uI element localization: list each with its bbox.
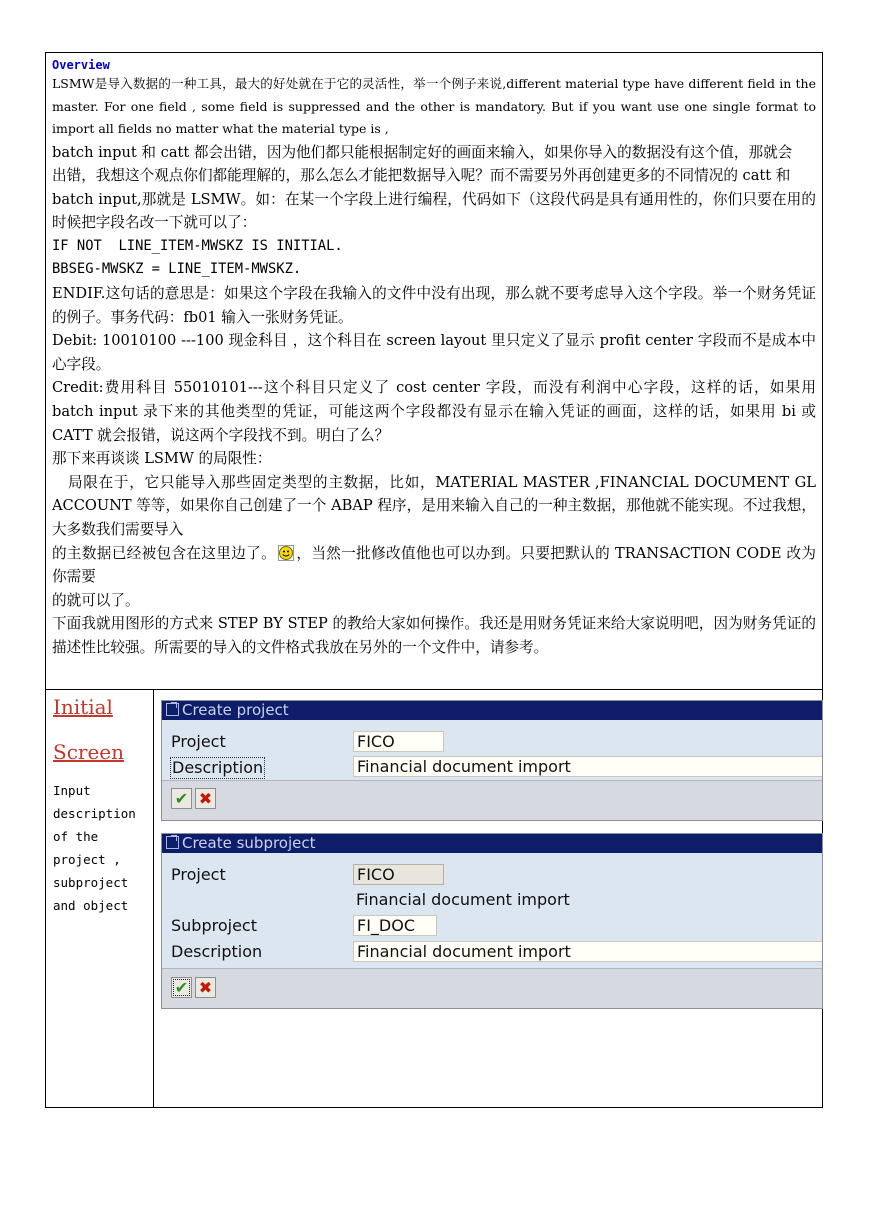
dialog-body [162,720,822,780]
paragraph-done: 的就可以了。 [52,591,140,609]
project-label: Project [171,865,226,884]
description-input[interactable]: Financial document import [353,941,823,962]
overview-title: Overview [52,58,110,72]
project-label: Project [171,732,226,751]
paragraph-step-by-step: 下面我就用图形的方式来 STEP BY STEP 的教给大家如何操作。我还是用财务凭证来给大家说明吧，因为财务凭证的描述性比较强。所需要的导入的文件格式我放在另外的一个文件中，请参考。 [52,615,816,656]
dialog-title: Create project [182,701,289,719]
dialog-titlebar [162,834,822,853]
description-input[interactable]: Financial document import [353,756,823,777]
document-table [45,52,823,1108]
dialog-footer [162,968,822,1009]
side-description: Input description of the project , subproject and object [53,783,136,913]
intro-paragraph: LSMW是导入数据的一种工具，最大的好处就在于它的灵活性，举一个例子来说,different material type have different field in the master. For one field , some field is suppressed and the other is mandatory. But if you want use one single format to import all fields no matter what the material type is , [52,76,816,136]
project-description-display: Financial document import [356,890,570,909]
cancel-button[interactable]: ✖ [195,977,216,998]
heading-screen[interactable]: Screen [53,740,125,764]
create-project-dialog [161,700,823,821]
paragraph-limitation-heading: 那下来再谈谈 LSMW 的局限性： [52,450,272,468]
confirm-button[interactable]: ✔ [171,788,192,809]
paragraph-debit: Debit: 10010100 ---100 现金科目 ，这个科目在 screen layout 里只定义了显示 profit center 字段而不是成本中心字段。 [52,332,816,373]
window-icon [166,703,179,716]
overview-section [46,53,822,690]
paragraph-endif: ENDIF.这句话的意思是：如果这个字段在我输入的文件中没有出现，那么就不要考虑导入这个字段。举一个财务凭证的例子。事务代码：fb01 输入一张财务凭证。 [52,285,816,326]
paragraph-error: 出错，我想这个观点你们都能理解的，那么怎么才能把数据导入呢？而不需要另外再创建更多的不同情况的 catt 和 [52,167,791,185]
transaction-code-text: ，当然一批修改值他也可以办到。只要把默认的 TRANSACTION CODE 改为你需要 [52,544,816,586]
subproject-label: Subproject [171,916,257,935]
create-subproject-dialog [161,833,823,1009]
screenshot-column [154,690,822,1107]
subproject-input[interactable]: FI_DOC [353,915,437,936]
code-line-1: IF NOT LINE_ITEM-MWSKZ IS INITIAL. [52,237,343,254]
paragraph-batch-input: batch input 和 catt 都会出错，因为他们都只能根据制定好的画面来输入，如果你导入的数据没有这个值，那就会 [52,143,793,161]
code-line-2: BBSEG-MWSKZ = LINE_ITEM-MWSKZ. [52,261,302,278]
master-data-text: 的主数据已经被包含在这里边了。 [52,544,277,562]
description-label: Description [171,942,263,961]
paragraph-credit: Credit:费用科目 55010101---这个科目只定义了 cost center 字段，而没有利润中心字段，这样的话，如果用 batch input 录下来的其他类型的凭证，可能这两个字段都没有显示在输入凭证的画面，这样的话，如果用 bi 或 CATT 就会报错，说这两个字段找不到。明白了么？ [52,379,816,444]
dialog-titlebar [162,701,822,720]
dialog-body [162,853,822,968]
paragraph-lsmw-code: batch input,那就是 LSMW。如：在某一个字段上进行编程，代码如下（这段代码是具有通用性的，你们只要在用的时候把字段名改一下就可以了： [52,190,816,232]
dialog-footer [162,780,822,821]
paragraph-limitation: 局限在于，它只能导入那些固定类型的主数据，比如，MATERIAL MASTER ,FINANCIAL DOCUMENT GL ACCOUNT 等等，如果你自己创建了一个 ABAP 程序，是用来输入自己的一种主数据，那他就不能实现。不过我想，大多数我们需要导入 [52,473,816,538]
cancel-button[interactable]: ✖ [195,788,216,809]
window-icon [166,836,179,849]
project-display: FICO [353,864,444,885]
project-input[interactable]: FICO [353,731,444,752]
dialog-title: Create subproject [182,834,316,852]
description-label: Description [172,758,264,777]
heading-initial[interactable]: Initial [53,695,113,719]
confirm-button[interactable]: ✔ [171,977,192,998]
paragraph-master-data [52,542,816,589]
side-column [46,690,154,1107]
smiley-icon [278,545,294,561]
